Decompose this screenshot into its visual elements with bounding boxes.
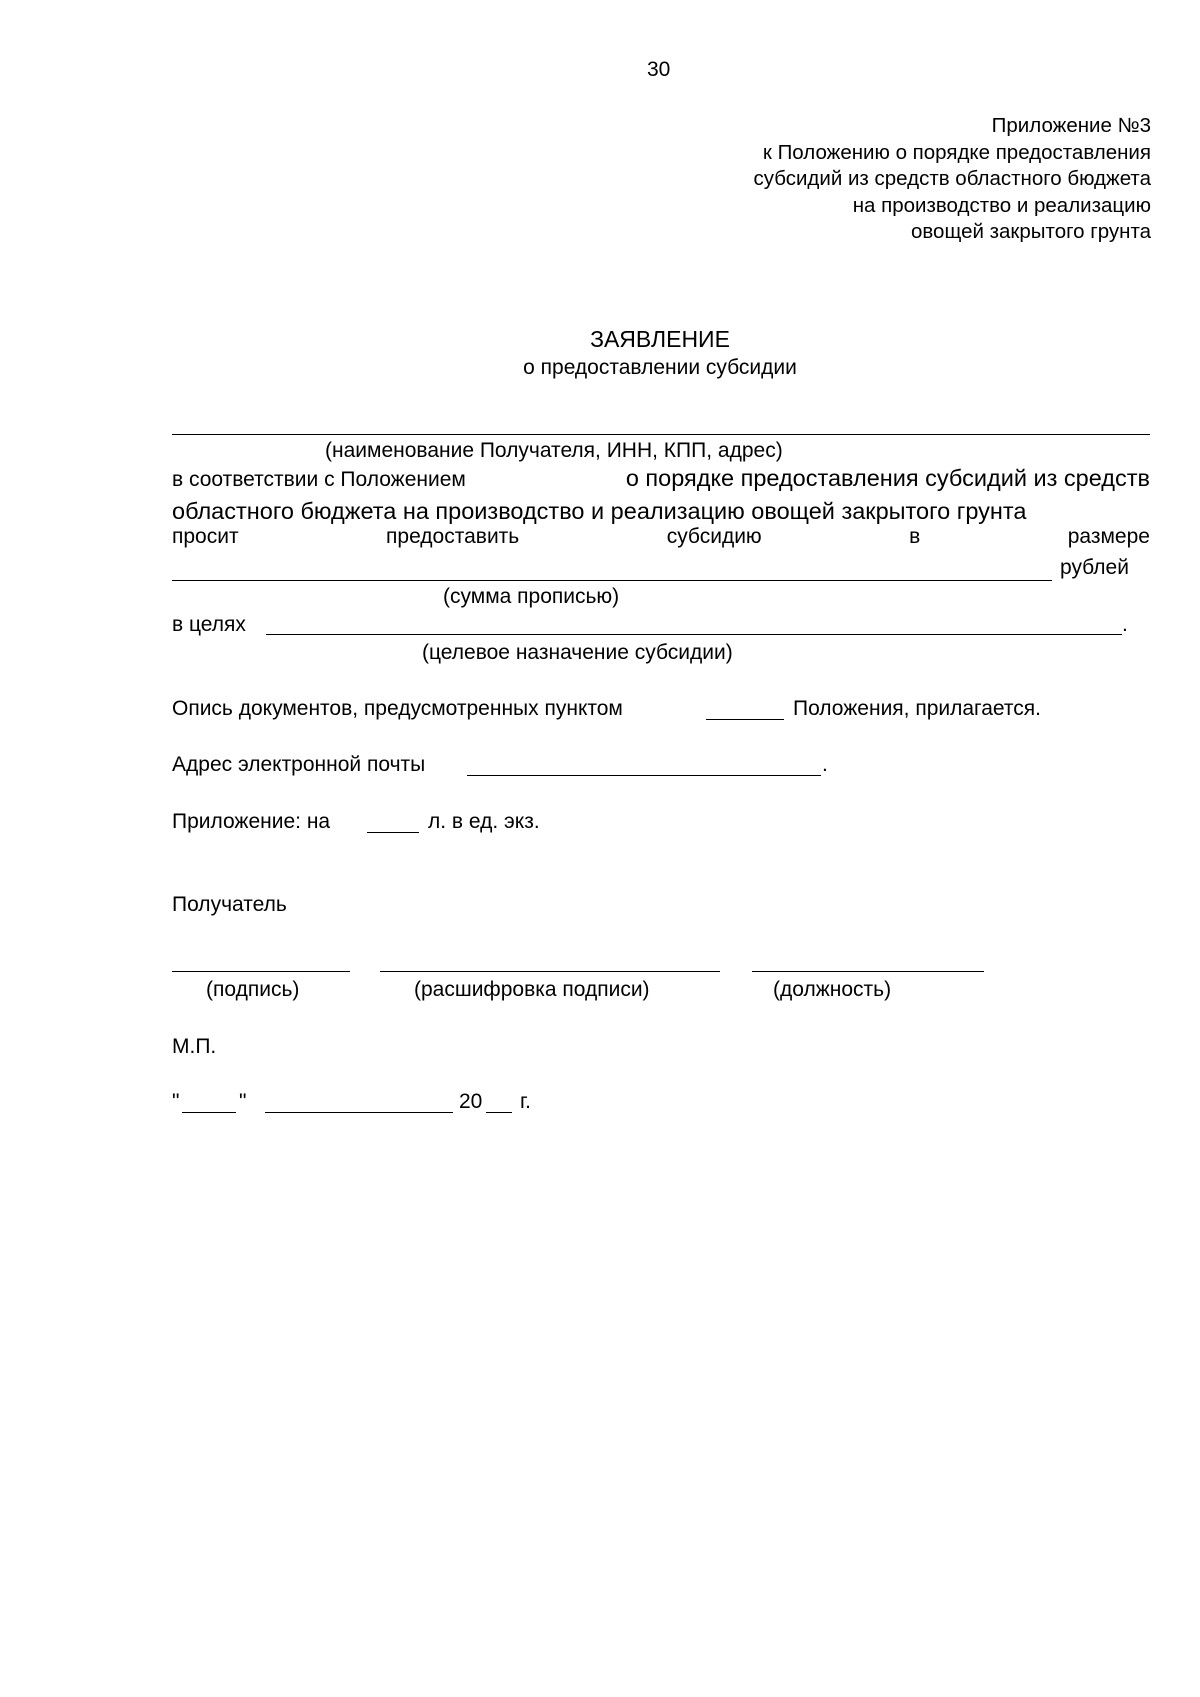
amount-caption: (сумма прописью)	[443, 585, 620, 608]
page-number: 30	[647, 58, 671, 81]
body-line-2: областного бюджета на производство и реализацию овощей закрытого грунта	[172, 498, 1027, 524]
purpose-end: .	[1122, 613, 1128, 636]
signature-field[interactable]	[172, 971, 350, 972]
body-line-1-end: о порядке предоставления субсидий из средств	[625, 465, 1150, 491]
rubles-label: рублей	[1060, 556, 1129, 579]
word: просит	[172, 525, 239, 548]
signature-decoding-field[interactable]	[380, 971, 720, 972]
document-subtitle: о предоставлении субсидии	[523, 356, 797, 379]
appendix-line: к Положению о порядке предоставления	[762, 140, 1151, 164]
purpose-caption: (целевое назначение субсидии)	[422, 641, 733, 664]
recipient-caption: (наименование Получателя, ИНН, КПП, адрес)	[325, 439, 783, 462]
attachment-pages-field[interactable]	[367, 832, 419, 833]
word: размере	[1067, 525, 1150, 548]
recipient-label: Получатель	[172, 893, 287, 916]
signature-caption: (подпись)	[206, 978, 300, 1001]
word: предоставить	[386, 525, 520, 548]
word: субсидию	[666, 525, 762, 548]
position-caption: (должность)	[773, 978, 892, 1001]
purpose-field[interactable]	[266, 634, 1122, 635]
body-line-3	[172, 525, 1150, 549]
signature-decoding-caption: (расшифровка подписи)	[414, 978, 650, 1001]
attachment-end: л. в ед. экз.	[428, 810, 540, 833]
amount-field[interactable]	[172, 580, 1052, 581]
email-label: Адрес электронной почты	[172, 753, 426, 776]
document-title: ЗАЯВЛЕНИЕ	[590, 326, 730, 352]
body-line-1	[172, 465, 1150, 492]
date-quote-open: "	[172, 1090, 180, 1113]
purpose-label: в целях	[172, 613, 246, 636]
date-quote-close: "	[239, 1090, 247, 1113]
inventory-clause-field[interactable]	[706, 719, 784, 720]
appendix-line: овощей закрытого грунта	[910, 220, 1151, 243]
date-day-field[interactable]	[182, 1112, 236, 1113]
attachment-start: Приложение: на	[172, 810, 331, 833]
appendix-line: на производство и реализацию	[852, 193, 1151, 217]
body-line-1-start: в соответствии с Положением	[172, 468, 466, 491]
email-end: .	[822, 753, 828, 776]
inventory-end: Положения, прилагается.	[793, 697, 1042, 720]
date-year-field[interactable]	[486, 1112, 512, 1113]
inventory-start: Опись документов, предусмотренных пунктом	[172, 697, 623, 720]
email-field[interactable]	[467, 775, 821, 776]
appendix-block	[753, 113, 1151, 246]
appendix-line: субсидий из средств областного бюджета	[753, 167, 1151, 190]
date-year-prefix: 20	[459, 1090, 483, 1113]
appendix-line: Приложение №3	[991, 114, 1151, 137]
recipient-name-field[interactable]	[172, 434, 1150, 435]
date-year-suffix: г.	[520, 1090, 531, 1113]
position-field[interactable]	[752, 971, 984, 972]
word: в	[909, 525, 921, 548]
date-month-field[interactable]	[265, 1112, 453, 1113]
stamp-label: М.П.	[172, 1035, 217, 1058]
